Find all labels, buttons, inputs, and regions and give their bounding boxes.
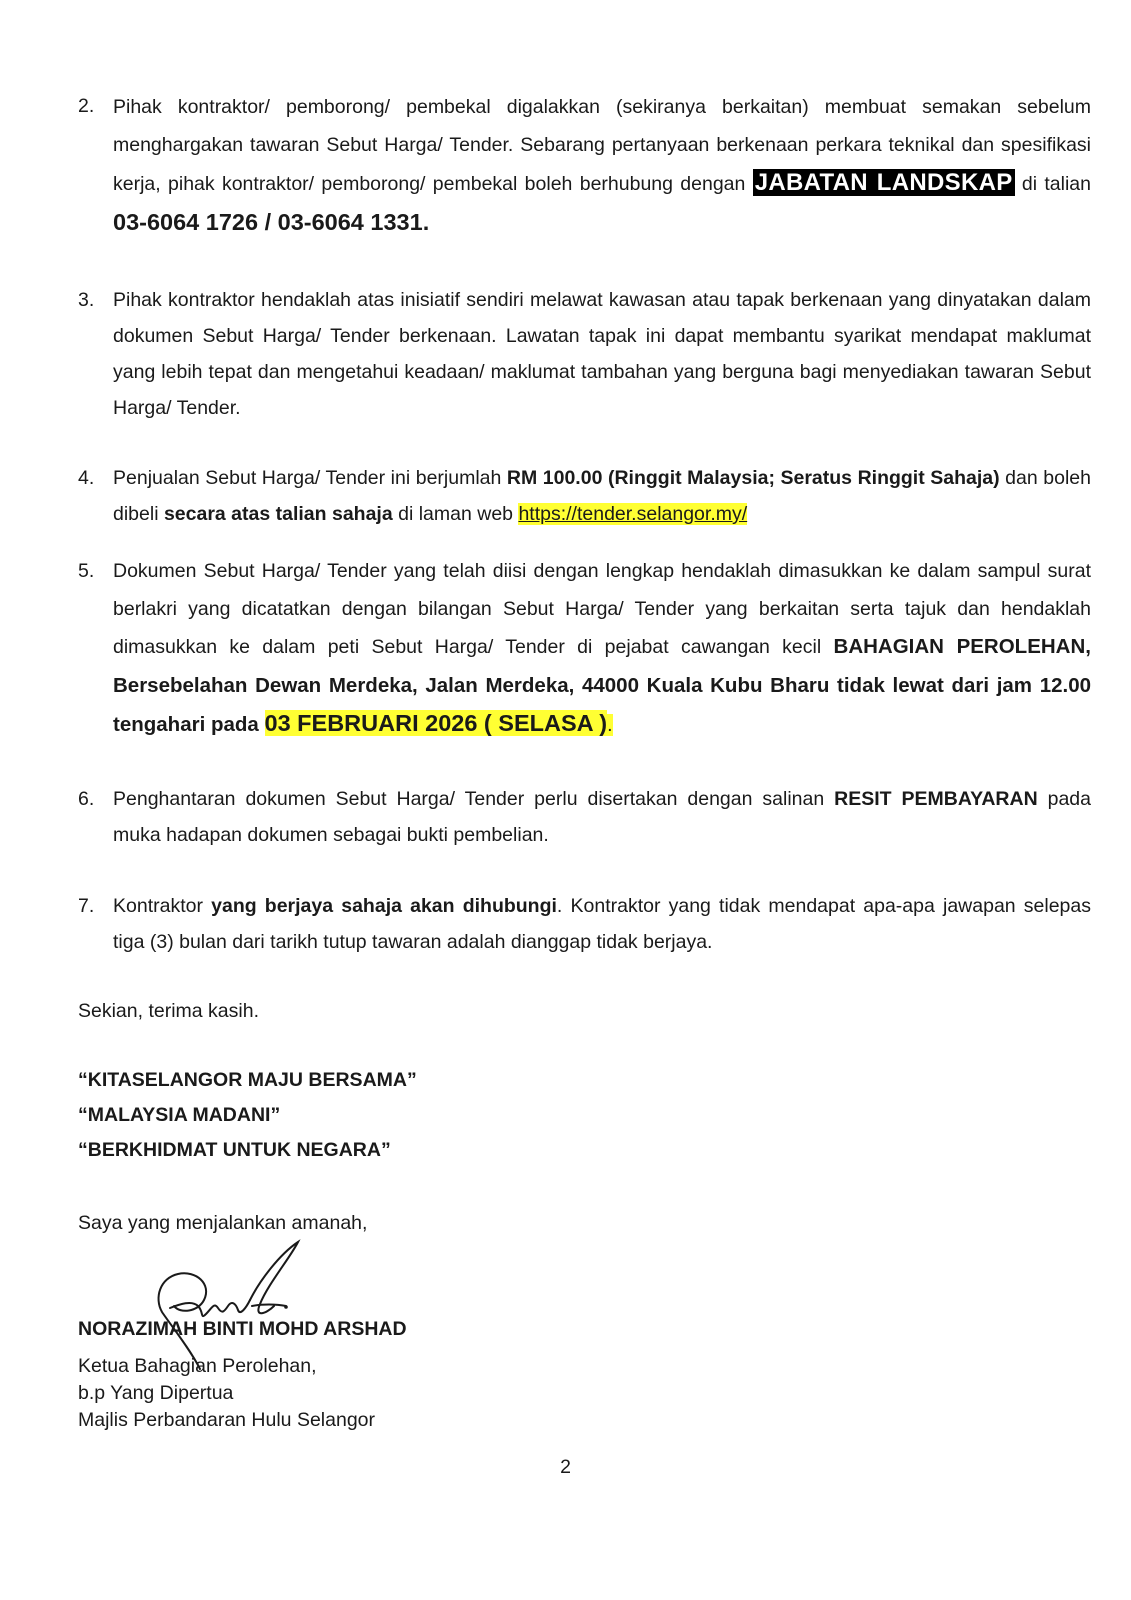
item-text	[113, 282, 1091, 426]
signatory-title-block	[78, 1353, 375, 1434]
item-text	[113, 781, 1091, 853]
item-number: 6.	[78, 788, 95, 810]
closing-remark: Sekian, terima kasih.	[78, 1000, 259, 1022]
item-text-part: di laman web	[392, 503, 519, 525]
payment-receipt-text: RESIT PEMBAYARAN	[834, 788, 1038, 810]
page-number: 2	[560, 1456, 571, 1478]
item-text-part: Kontraktor	[113, 895, 212, 917]
list-item	[78, 553, 1091, 745]
list-item	[78, 282, 1091, 426]
item-text-part: . Kontraktor yang tidak mendapat apa-apa jawapan selepas tiga (3) bulan dari tarikh tutup tawaran adalah dianggap tidak berjaya.	[113, 895, 1091, 953]
online-only-text: secara atas talian sahaja	[163, 503, 393, 525]
item-text-part: .	[607, 714, 613, 736]
signatory-name: NORAZIMAH BINTI MOHD ARSHAD	[78, 1318, 407, 1340]
item-text-part: Penghantaran dokumen Sebut Harga/ Tender perlu disertakan dengan salinan	[113, 788, 835, 810]
item-number: 7.	[78, 895, 95, 917]
item-text-part: Dokumen Sebut Harga/ Tender yang telah diisi dengan lengkap hendaklah dimasukkan ke dalam sampul surat berlakri yang dicatatkan dengan bilangan Sebut Harga/ Tender yang berkaitan serta tajuk dan hendaklah dimasukkan ke dalam peti Sebut Harga/ Tender di pejabat cawangan kecil	[113, 560, 1091, 658]
phone-numbers: 03-6064 1726 / 03-6064 1331.	[113, 209, 430, 235]
motto-line: “KITASELANGOR MAJU BERSAMA”	[78, 1069, 417, 1091]
list-item	[78, 781, 1091, 853]
trust-line: Saya yang menjalankan amanah,	[78, 1212, 368, 1234]
tender-website-link[interactable]: https://tender.selangor.my/	[518, 503, 748, 525]
item-number: 4.	[78, 467, 95, 489]
signatory-title-line: Majlis Perbandaran Hulu Selangor	[78, 1409, 376, 1431]
list-item	[78, 88, 1091, 243]
item-text-part: Pihak kontraktor/ pemborong/ pembekal digalakkan (sekiranya berkaitan) membuat semakan sebelum menghargakan tawaran Sebut Harga/ Tender. Sebarang pertanyaan berkenaan perkara teknikal dan spesifikasi kerja, pihak kontraktor/ pemborong/ pembekal boleh berhubung dengan	[113, 96, 1091, 195]
item-text	[113, 553, 1091, 745]
submission-location: BAHAGIAN PEROLEHAN, Bersebelahan Dewan Merdeka, Jalan Merdeka, 44000 Kuala Kubu Bharu tidak lewat dari jam 12.00 tengahari pada	[113, 635, 1091, 736]
item-text-part: pada muka hadapan dokumen sebagai bukti pembelian.	[113, 788, 1091, 846]
item-number: 2.	[78, 95, 95, 117]
item-text-part: dan boleh dibeli	[113, 467, 1091, 525]
signatory-title-line: b.p Yang Dipertua	[78, 1382, 234, 1404]
item-number: 3.	[78, 289, 95, 311]
list-item	[78, 460, 1091, 532]
item-text	[113, 888, 1091, 960]
motto-line: “MALAYSIA MADANI”	[78, 1104, 281, 1126]
success-contact-text: yang berjaya sahaja akan dihubungi	[211, 895, 557, 917]
motto-line: “BERKHIDMAT UNTUK NEGARA”	[78, 1139, 391, 1161]
closing-date: 03 FEBRUARI 2026 ( SELASA )	[264, 710, 608, 736]
item-text	[113, 88, 1091, 243]
price-text: RM 100.00 (Ringgit Malaysia; Seratus Ringgit Sahaja)	[506, 467, 1000, 489]
item-text-part: Pihak kontraktor hendaklah atas inisiatif sendiri melawat kawasan atau tapak berkenaan yang dinyatakan dalam dokumen Sebut Harga/ Tender berkenaan. Lawatan tapak ini dapat membantu syarikat mendapat maklumat yang lebih tepat dan mengetahui keadaan/ maklumat tambahan yang berguna bagi menyediakan tawaran Sebut Harga/ Tender.	[113, 289, 1091, 419]
item-text	[113, 460, 1091, 532]
list-item	[78, 888, 1091, 960]
item-number: 5.	[78, 560, 95, 582]
item-text-part: Penjualan Sebut Harga/ Tender ini berjumlah	[113, 467, 507, 489]
department-name: JABATAN LANDSKAP	[754, 169, 1013, 196]
item-text-part: di talian	[1014, 173, 1091, 195]
signatory-title-line: Ketua Bahagian Perolehan,	[78, 1355, 317, 1377]
